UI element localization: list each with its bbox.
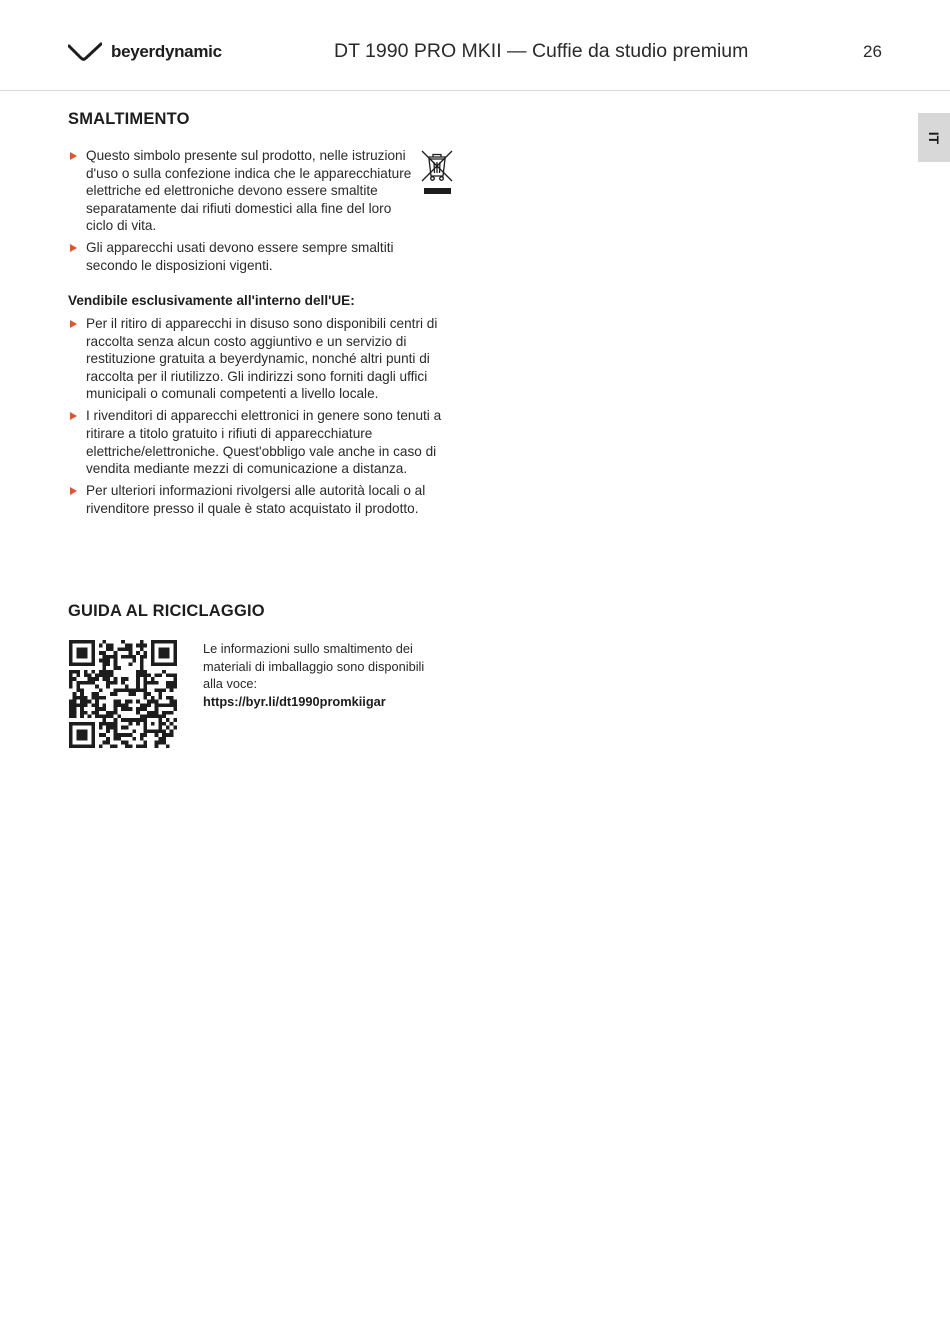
list-item bbox=[68, 239, 413, 274]
list-item bbox=[68, 407, 448, 477]
bullet-triangle-icon bbox=[70, 152, 77, 160]
list-item-text: Questo simbolo presente sul prodotto, nelle istruzioni d'uso o sulla confezione indica che le apparecchiature elettriche ed elettroniche devono essere smaltite separatamente dai rifiuti domestici alla fine del loro ciclo di vita. bbox=[86, 148, 412, 234]
page-header bbox=[0, 0, 950, 91]
bullet-triangle-icon bbox=[70, 320, 77, 328]
recycling-heading: GUIDA AL RICICLAGGIO bbox=[68, 602, 265, 620]
list-item bbox=[68, 482, 448, 517]
beyerdynamic-logo-icon bbox=[68, 41, 102, 63]
qr-code-icon bbox=[69, 640, 177, 748]
language-tab-label: IT bbox=[926, 131, 942, 144]
page-number: 26 bbox=[863, 42, 882, 61]
disposal-list bbox=[68, 147, 413, 279]
recycling-info bbox=[203, 640, 443, 710]
language-tab bbox=[918, 113, 950, 162]
list-item-text: Gli apparecchi usati devono essere sempre smaltiti secondo le disposizioni vigenti. bbox=[86, 240, 394, 273]
list-item-text: Per ulteriori informazioni rivolgersi alle autorità locali o al rivenditore presso il quale è stato acquistato il prodotto. bbox=[86, 483, 426, 516]
bullet-triangle-icon bbox=[70, 487, 77, 495]
list-item-text: I rivenditori di apparecchi elettronici in genere sono tenuti a ritirare a titolo gratuito i rifiuti di apparecchiature elettriche/elettroniche. Quest'obbligo vale anche in caso di vendita mediante mezzi di comunicazione a distanza. bbox=[86, 408, 442, 477]
eu-list bbox=[68, 315, 448, 522]
list-item-text: Per il ritiro di apparecchi in disuso sono disponibili centri di raccolta senza alcun costo aggiuntivo e un servizio di restituzione gratuita a beyerdynamic, nonché altri punti di raccolta per il riutilizzo. Gli indirizzi sono forniti dagli uffici municipali o comunali competenti a livello locale. bbox=[86, 316, 438, 402]
recycling-link[interactable]: https://byr.li/dt1990promkiigar bbox=[203, 693, 386, 709]
brand-logo bbox=[68, 41, 222, 63]
list-item bbox=[68, 315, 448, 403]
list-item bbox=[68, 147, 413, 235]
document-title: DT 1990 PRO MKII — Cuffie da studio premium bbox=[334, 40, 749, 62]
weee-symbol bbox=[419, 148, 455, 203]
bullet-triangle-icon bbox=[70, 412, 77, 420]
eu-subheading: Vendibile esclusivamente all'interno dell'UE: bbox=[68, 293, 355, 308]
disposal-heading: SMALTIMENTO bbox=[68, 110, 190, 128]
brand-name: beyerdynamic bbox=[111, 42, 222, 61]
recycling-text: Le informazioni sullo smaltimento dei materiali di imballaggio sono disponibili alla voce: bbox=[203, 641, 425, 692]
weee-crossed-bin-icon bbox=[419, 148, 455, 198]
bullet-triangle-icon bbox=[70, 244, 77, 252]
